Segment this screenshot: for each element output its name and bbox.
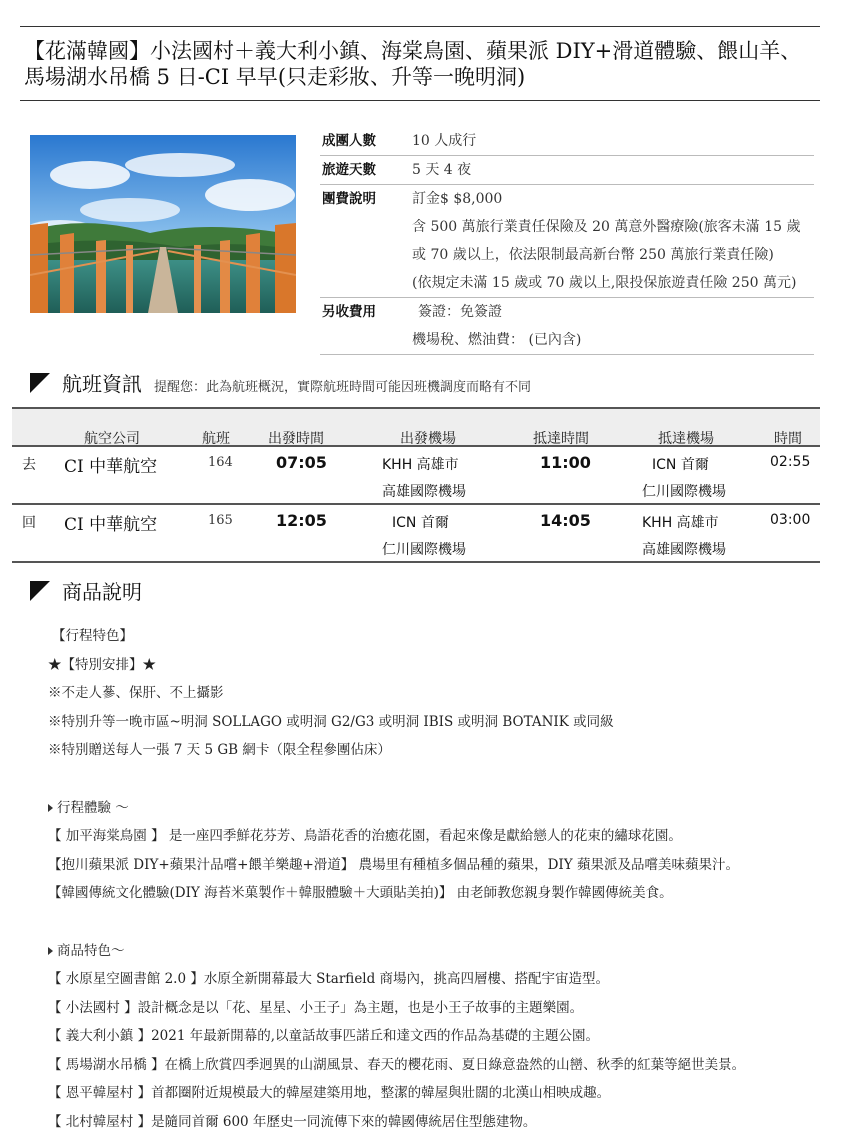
direction: 去 (22, 454, 36, 474)
product-section-title: 商品說明 (62, 576, 142, 605)
flight-section-note: 提醒您：此為航班概況，實際航班時間可能因班機調度而略有不同 (154, 376, 531, 395)
group-size-row (320, 127, 814, 156)
days-row (320, 156, 814, 185)
product-description (48, 622, 838, 1136)
airline-name: CI 中華航空 (64, 452, 157, 477)
product-title: 商品特色～ (57, 943, 125, 959)
flight-table (12, 407, 820, 563)
flight-section-header (30, 368, 531, 397)
arrival-city: ICN 首爾 (652, 454, 709, 474)
tour-title (24, 38, 824, 90)
bullet-icon (48, 804, 53, 812)
flight-duration: 02:55 (770, 454, 810, 470)
extra-fee-label: 另收費用 (320, 298, 406, 326)
visa-note: 簽證：免簽證 (410, 298, 814, 326)
flight-row-return (12, 505, 820, 563)
extra-fee-row (320, 298, 814, 355)
fee-insurance-line: 含 500 萬旅行業責任保險及 20 萬意外醫療險(旅客未滿 15 歲 (410, 213, 814, 241)
departure-airport: 仁川國際機場 (382, 539, 466, 559)
flight-section-title: 航班資訊 (62, 368, 142, 397)
bullet-icon (48, 947, 53, 955)
experience-title: 行程體驗 ～ (57, 800, 129, 816)
arrival-airport: 仁川國際機場 (642, 481, 726, 501)
special-item: ※特別贈送每人一張 7 天 5 GB 網卡（限全程參團佔床） (48, 736, 838, 765)
col-dep-time: 出發時間 (268, 428, 324, 448)
arrival-airport: 高雄國際機場 (642, 539, 726, 559)
special-item: ※特別升等一晚市區~明洞 SOLLAGO 或明洞 G2/G3 或明洞 IBIS 或明洞 BOTANIK 或同級 (48, 708, 838, 737)
experience-item: 【 加平海棠鳥園 】 是一座四季鮮花芬芳、鳥語花香的治癒花園，看起來像是獻給戀人的花束的繡球花園。 (48, 822, 838, 851)
fee-label: 團費說明 (320, 185, 406, 213)
days-label: 旅遊天數 (320, 156, 406, 184)
col-duration: 時間 (774, 428, 802, 448)
special-item: ※不走人蔘、保肝、不上攝影 (48, 679, 838, 708)
product-item: 【 水原星空圖書館 2.0 】水原全新開幕最大 Starfield 商場內，挑高四層樓、搭配宇宙造型。 (48, 965, 838, 994)
departure-time: 12:05 (276, 511, 327, 530)
flight-duration: 03:00 (770, 512, 810, 528)
departure-time: 07:05 (276, 453, 327, 472)
title-bottom-rule (20, 100, 820, 101)
product-item: 【 恩平韓屋村 】首都圈附近規模最大的韓屋建築用地，整潔的韓屋與壯闊的北漢山相映成趣。 (48, 1079, 838, 1108)
col-flight: 航班 (202, 428, 230, 448)
fee-row (320, 185, 814, 298)
departure-city: KHH 高雄市 (382, 454, 459, 474)
col-dep-airport: 出發機場 (400, 428, 456, 448)
tax-note: 機場稅、燃油費： (已內含) (410, 326, 814, 354)
section-marker-icon (30, 581, 50, 601)
product-section-header (30, 576, 142, 605)
airline-name: CI 中華航空 (64, 510, 157, 535)
tour-info-table (320, 127, 814, 355)
departure-airport: 高雄國際機場 (382, 481, 466, 501)
product-item: 【 義大利小鎮 】2021 年最新開幕的,以童話故事匹諾丘和達文西的作品為基礎的主題公園。 (48, 1022, 838, 1051)
fee-value (410, 185, 814, 297)
fee-insurance-note: (依規定未滿 15 歲或 70 歲以上,限投保旅遊責任險 250 萬元) (410, 269, 814, 297)
title-line-1: 【花滿韓國】小法國村＋義大利小鎮、海棠鳥園、蘋果派 DIY+滑道體驗、餵山羊、 (24, 38, 824, 64)
experience-title-row (48, 794, 838, 823)
product-item: 【 小法國村 】設計概念是以「花、星星、小王子」為主題，也是小王子故事的主題樂園。 (48, 994, 838, 1023)
direction: 回 (22, 512, 36, 532)
special-title: ★【特別安排】★ (48, 651, 838, 680)
top-rule (20, 26, 820, 27)
arrival-city: KHH 高雄市 (642, 512, 719, 532)
section-marker-icon (30, 373, 50, 393)
product-item: 【 北村韓屋村 】是隨同首爾 600 年歷史一同流傳下來的韓國傳統居住型態建物。 (48, 1108, 838, 1136)
col-arr-time: 抵達時間 (533, 428, 589, 448)
suspension-bridge-photo (30, 135, 296, 313)
product-title-row (48, 937, 838, 966)
extra-fee-value (410, 298, 814, 354)
arrival-time: 14:05 (540, 511, 591, 530)
col-arr-airport: 抵達機場 (658, 428, 714, 448)
days-value: 5 天 4 夜 (410, 156, 814, 184)
flight-number: 164 (208, 455, 233, 470)
features-title: 【行程特色】 (48, 622, 838, 651)
title-line-2: 馬場湖水吊橋 5 日-CI 早早(只走彩妝、升等一晚明洞) (24, 64, 824, 90)
col-airline: 航空公司 (84, 428, 140, 448)
flight-table-header (12, 409, 820, 447)
fee-insurance-limit: 或 70 歲以上，依法限制最高新台幣 250 萬旅行業責任險) (410, 241, 814, 269)
flight-row-outbound (12, 447, 820, 505)
group-size-label: 成團人數 (320, 127, 406, 155)
experience-item: 【抱川蘋果派 DIY+蘋果汁品嚐+餵羊樂趣+滑道】 農場里有種植多個品種的蘋果，DIY 蘋果派及品嚐美味蘋果汁。 (48, 851, 838, 880)
arrival-time: 11:00 (540, 453, 591, 472)
experience-item: 【韓國傳統文化體驗(DIY 海苔米菓製作＋韓服體驗＋大頭貼美拍)】 由老師教您親身製作韓國傳統美食。 (48, 879, 838, 908)
flight-number: 165 (208, 513, 233, 528)
group-size-value: 10 人成行 (410, 127, 814, 155)
departure-city: ICN 首爾 (392, 512, 449, 532)
product-item: 【 馬場湖水吊橋 】在橋上欣賞四季迥異的山湖風景、春天的櫻花雨、夏日綠意盎然的山巒、秋季的紅葉等絕世美景。 (48, 1051, 838, 1080)
fee-deposit: 訂金$ $8,000 (410, 185, 814, 213)
